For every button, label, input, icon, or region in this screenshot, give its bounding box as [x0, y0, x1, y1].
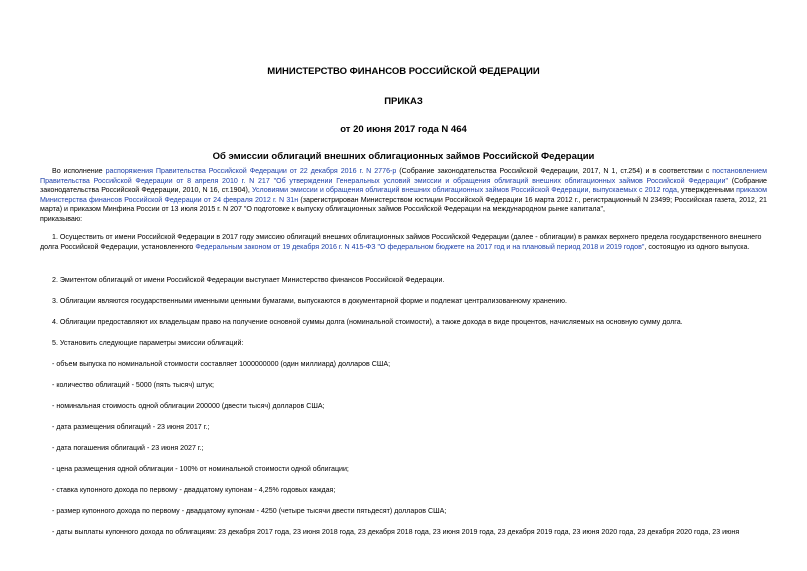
param-quantity: - количество облигаций - 5000 (пять тысяч) штук; [52, 381, 215, 389]
link-minfin-order[interactable]: приказом Министерства финансов Российской Федерации от 24 февраля 2012 г. N 31н [40, 186, 768, 204]
link-government-order[interactable]: распоряжения Правительства Российской Федерации от 22 декабря 2016 г. N 2776-р [105, 167, 397, 175]
intro-paragraph [40, 167, 767, 215]
item-4-paragraph: 4. Облигации предоставляют их владельцам право на получение основной суммы долга (номинальной стоимости), а также дохода в виде процентов, начисляемых на основную сумму долга. [52, 318, 683, 326]
param-nominal: - номинальная стоимость одной облигации 200000 (двести тысяч) долларов США; [52, 402, 325, 410]
item-1-text-2: , состоящую из одного выпуска. [644, 242, 750, 251]
document-type: ПРИКАЗ [384, 96, 423, 107]
intro-text-3: (Собрание законодательства Российской Федерации, 2010, N 16, ст.1904), [40, 176, 767, 195]
intro-text-4: , утвержденными [676, 186, 737, 195]
param-placement-price: - цена размещения одной облигации - 100% от номинальной стоимости одной облигации; [52, 465, 349, 473]
item-1-text-1: 1. Осуществить от имени Российской Федерации в 2017 году эмиссию облигаций внешних облигационных займов Российской Федерации (далее - облигации) в рамках верхнего предела государственного внешнего долга Российской Федерации, установленного [40, 233, 762, 251]
item-2-paragraph: 2. Эмитентом облигаций от имени Российской Федерации выступает Министерство финансов Российской Федерации. [52, 276, 445, 284]
order-word: приказываю: [40, 215, 83, 223]
document-title: Об эмиссии облигаций внешних облигационных займов Российской Федерации [212, 151, 595, 162]
param-placement-date: - дата размещения облигаций - 23 июня 2017 г.; [52, 423, 210, 431]
param-coupon-rate: - ставка купонного дохода по первому - двадцатому купонам - 4,25% годовых каждая; [52, 486, 336, 494]
link-federal-law[interactable]: Федеральным законом от 19 декабря 2016 г. N 415-ФЗ "О федеральном бюджете на 2017 год и на плановый период 2018 и 2019 годов" [195, 242, 645, 251]
ministry-heading: МИНИСТЕРСТВО ФИНАНСОВ РОССИЙСКОЙ ФЕДЕРАЦИИ [267, 66, 540, 77]
intro-text-5: (зарегистрирован Министерством юстиции Российской Федерации 16 марта 2012 г., регистрационный N 23499; Российская газета, 2012, 21 марта) и приказом Минфина России от 13 июля 2015 г. N 207 "О подготовке к выпуску облигационных займов Российской Федерации на международном рынке капитала", [40, 195, 767, 214]
param-maturity-date: - дата погашения облигаций - 23 июня 2027 г.; [52, 444, 204, 452]
intro-text-1: Во исполнение [52, 167, 106, 175]
item-5-paragraph: 5. Установить следующие параметры эмиссии облигаций: [52, 339, 244, 347]
item-1-paragraph [40, 233, 767, 252]
intro-text-2: (Собрание законодательства Российской Федерации, 2017, N 1, ст.254) и в соответствии с [396, 167, 713, 175]
link-government-resolution[interactable]: постановлением Правительства Российской Федерации от 8 апреля 2010 г. N 217 "Об утверждении Генеральных условий эмиссии и обращения облигаций внешних облигационных займов Российской Федерации" [40, 167, 767, 185]
item-3-paragraph: 3. Облигации являются государственными именными ценными бумагами, выпускаются в документарной форме и подлежат централизованному хранению. [52, 297, 567, 305]
document-date-number: от 20 июня 2017 года N 464 [340, 124, 467, 135]
link-emission-conditions[interactable]: Условиями эмиссии и обращения облигаций внешних облигационных займов Российской Федерации, выпускаемых с 2012 года [251, 186, 677, 195]
param-coupon-amount: - размер купонного дохода по первому - двадцатому купонам - 4250 (четыре тысячи двести пятьдесят) долларов США; [52, 507, 447, 515]
param-volume: - объем выпуска по номинальной стоимости составляет 1000000000 (один миллиард) долларов США; [52, 360, 391, 368]
param-coupon-dates: - даты выплаты купонного дохода по облигациям: 23 декабря 2017 года, 23 июня 2018 года, 23 декабря 2018 года, 23 июня 2019 года, 23 декабря 2019 года, 23 июня 2020 года, 23 декабря 2020 года, 23 июня [52, 528, 740, 536]
